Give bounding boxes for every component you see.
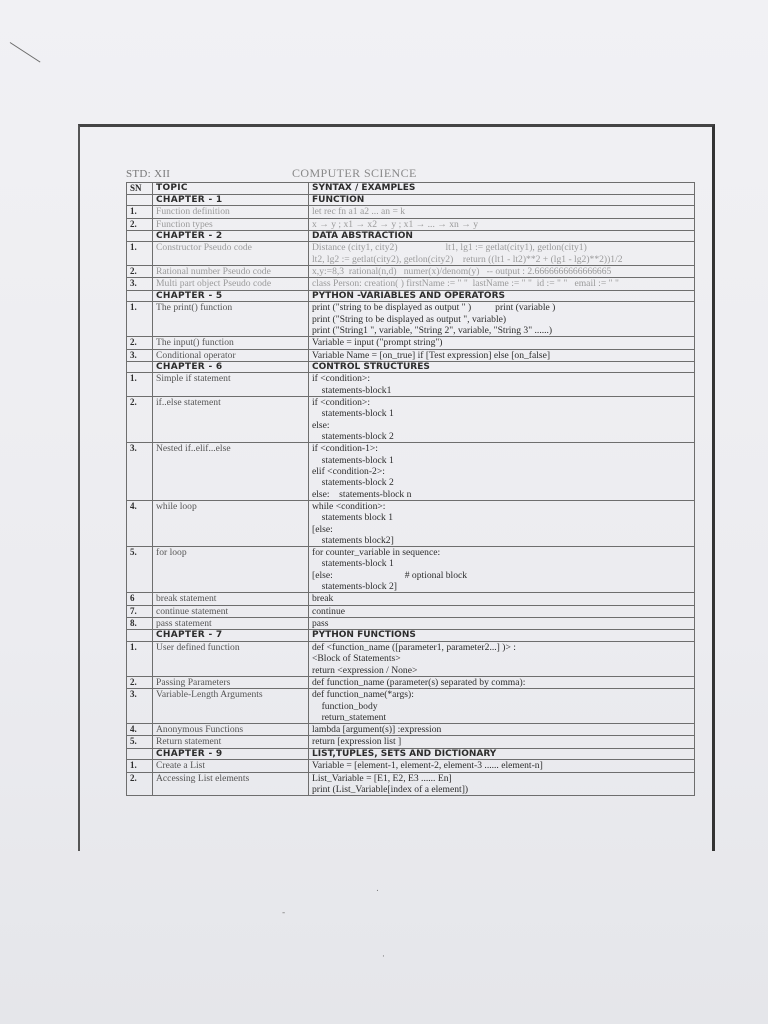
syntax-line: [else: # optional block — [312, 569, 468, 581]
table-row — [127, 618, 695, 630]
syntax-line: <Block of Statements> — [312, 653, 401, 665]
chapter-sn-cell — [127, 230, 153, 242]
topic-cell: Accessing List elements — [153, 772, 309, 796]
syntax-cell — [309, 641, 695, 676]
table-body — [127, 194, 695, 796]
chapter-sn-cell — [127, 361, 153, 373]
chapter-title: PYTHON FUNCTIONS — [309, 630, 695, 642]
syntax-cell — [309, 218, 695, 230]
topic-cell: Return statement — [153, 736, 309, 748]
topic-cell: for loop — [153, 547, 309, 593]
chapter-title: CONTROL STRUCTURES — [309, 361, 695, 373]
topic-cell: Function types — [153, 218, 309, 230]
syntax-line: break — [312, 593, 334, 605]
syntax-cell — [309, 266, 695, 278]
table-row — [127, 736, 695, 748]
serial-number: 5. — [127, 736, 153, 748]
syntax-cell — [309, 349, 695, 361]
serial-number: 4. — [127, 724, 153, 736]
chapter-row — [127, 230, 695, 242]
syntax-line: statements-block 1 — [312, 454, 394, 466]
topic-cell: Rational number Pseudo code — [153, 266, 309, 278]
topic-cell: Anonymous Functions — [153, 724, 309, 736]
syntax-line: let rec fn a1 a2 ... an = k — [312, 206, 406, 218]
syntax-line: else: statements-block n — [312, 488, 412, 500]
topic-cell: The input() function — [153, 337, 309, 349]
syntax-cell — [309, 593, 695, 605]
chapter-label: CHAPTER - 1 — [153, 194, 309, 206]
serial-number: 1. — [127, 206, 153, 218]
serial-number: 2. — [127, 397, 153, 443]
table-row — [127, 760, 695, 772]
syntax-line: lt2, lg2 := getlat(city2), getlon(city2) return ((lt1 - lt2)**2 + (lg1 - lg2)**2))1/2 — [312, 253, 623, 265]
chapter-row — [127, 361, 695, 373]
syntax-cell — [309, 278, 695, 290]
table-row — [127, 547, 695, 593]
syntax-line: pass — [312, 618, 329, 630]
topic-cell: Variable-Length Arguments — [153, 689, 309, 724]
topic-cell: Conditional operator — [153, 349, 309, 361]
syntax-line: print ("String to be displayed as output ", variable) — [312, 313, 507, 325]
syntax-line: if <condition-1>: — [312, 443, 378, 455]
syntax-cell — [309, 760, 695, 772]
table-row — [127, 443, 695, 501]
topic-cell: Create a List — [153, 760, 309, 772]
syntax-line: Variable Name = [on_true] if [Test expression] else [on_false] — [312, 349, 551, 361]
syntax-line: def function_name (parameter(s) separated by comma): — [312, 676, 526, 688]
topic-cell: Passing Parameters — [153, 676, 309, 688]
syntax-cell — [309, 724, 695, 736]
syntax-line: statements block2] — [312, 534, 394, 546]
syntax-line: statements-block1 — [312, 384, 392, 396]
chapter-label: CHAPTER - 7 — [153, 630, 309, 642]
smudge-mark: . — [376, 884, 379, 894]
syntax-line: else: — [312, 419, 330, 431]
chapter-sn-cell — [127, 194, 153, 206]
table-row — [127, 676, 695, 688]
syntax-line: class Person: creation( ) firstName := " " lastName := " " id := " " email := " " — [312, 278, 619, 290]
syntax-cell — [309, 242, 695, 266]
chapter-sn-cell — [127, 290, 153, 302]
topic-cell: break statement — [153, 593, 309, 605]
syntax-cell — [309, 443, 695, 501]
serial-number: 7. — [127, 605, 153, 617]
table-row — [127, 278, 695, 290]
table-row — [127, 689, 695, 724]
syntax-cell — [309, 618, 695, 630]
table-row — [127, 772, 695, 796]
serial-number: 2. — [127, 676, 153, 688]
table-row — [127, 206, 695, 218]
table-row — [127, 242, 695, 266]
chapter-title: DATA ABSTRACTION — [309, 230, 695, 242]
syntax-line: for counter_variable in sequence: — [312, 547, 441, 559]
topic-cell: pass statement — [153, 618, 309, 630]
serial-number: 2. — [127, 266, 153, 278]
chapter-row — [127, 290, 695, 302]
syntax-line: statements block 1 — [312, 512, 393, 524]
syntax-line: def <function_name ([parameter1, parameter2...] )> : — [312, 641, 516, 653]
syntax-line: x,y:=8,3 rational(n,d) numer(x)/denom(y) -- output : 2.6666666666666665 — [312, 266, 612, 278]
syntax-line: Variable = input ("prompt string") — [312, 337, 443, 349]
syntax-cell — [309, 500, 695, 546]
syntax-cell — [309, 676, 695, 688]
syntax-cell — [309, 772, 695, 796]
subject-title: COMPUTER SCIENCE — [292, 166, 417, 180]
syntax-line: while <condition>: — [312, 500, 386, 512]
topic-cell: Function definition — [153, 206, 309, 218]
topic-cell: Constructor Pseudo code — [153, 242, 309, 266]
smudge-mark: - — [282, 908, 286, 918]
syntax-cell — [309, 736, 695, 748]
serial-number: 2. — [127, 337, 153, 349]
syntax-cell — [309, 206, 695, 218]
topic-cell: Simple if statement — [153, 373, 309, 397]
syntax-line: statements-block 2 — [312, 477, 394, 489]
serial-number: 6 — [127, 593, 153, 605]
serial-number: 1. — [127, 373, 153, 397]
syntax-line: continue — [312, 605, 346, 617]
syntax-line: [else: — [312, 523, 333, 535]
syntax-line: Variable = [element-1, element-2, element-3 ...... element-n] — [312, 760, 543, 772]
chapter-label: CHAPTER - 2 — [153, 230, 309, 242]
chapter-sn-cell — [127, 748, 153, 760]
standard-label: STD: XII — [126, 168, 171, 180]
syntax-line: if <condition>: — [312, 397, 370, 409]
table-header-row — [127, 183, 695, 195]
syntax-cell — [309, 547, 695, 593]
serial-number: 1. — [127, 242, 153, 266]
topic-cell: Nested if..elif...else — [153, 443, 309, 501]
chapter-label: CHAPTER - 6 — [153, 361, 309, 373]
topic-cell: continue statement — [153, 605, 309, 617]
smudge-mark: · — [382, 952, 385, 962]
topic-cell: The print() function — [153, 302, 309, 337]
table-row — [127, 641, 695, 676]
syntax-line: return [expression list ] — [312, 736, 402, 748]
syntax-line: return_statement — [312, 711, 387, 723]
serial-number: 1. — [127, 760, 153, 772]
chapter-row — [127, 630, 695, 642]
column-header-topic: TOPIC — [153, 183, 309, 195]
topic-cell: while loop — [153, 500, 309, 546]
syntax-document — [126, 166, 694, 796]
table-row — [127, 266, 695, 278]
column-header-syntax: SYNTAX / EXAMPLES — [309, 183, 695, 195]
serial-number: 1. — [127, 641, 153, 676]
chapter-title: LIST,TUPLES, SETS AND DICTIONARY — [309, 748, 695, 760]
syntax-table — [126, 182, 695, 796]
syntax-cell — [309, 373, 695, 397]
chapter-row — [127, 748, 695, 760]
serial-number: 3. — [127, 278, 153, 290]
table-row — [127, 337, 695, 349]
syntax-line: lambda [argument(s)] :expression — [312, 724, 442, 736]
serial-number: 3. — [127, 689, 153, 724]
syntax-cell — [309, 689, 695, 724]
syntax-line: if <condition>: — [312, 373, 370, 385]
table-row — [127, 349, 695, 361]
syntax-line: print (List_Variable[index of a element]) — [312, 784, 469, 796]
serial-number: 2. — [127, 218, 153, 230]
column-header-sn: SN — [127, 183, 153, 195]
chapter-title: PYTHON -VARIABLES AND OPERATORS — [309, 290, 695, 302]
chapter-sn-cell — [127, 630, 153, 642]
syntax-line: statements-block 2 — [312, 431, 394, 443]
serial-number: 3. — [127, 443, 153, 501]
serial-number: 4. — [127, 500, 153, 546]
serial-number: 1. — [127, 302, 153, 337]
chapter-title: FUNCTION — [309, 194, 695, 206]
syntax-line: def function_name(*args): — [312, 689, 414, 701]
syntax-cell — [309, 302, 695, 337]
table-row — [127, 373, 695, 397]
table-row — [127, 605, 695, 617]
syntax-cell — [309, 605, 695, 617]
syntax-line: return <expression / None> — [312, 664, 418, 676]
table-row — [127, 500, 695, 546]
syntax-line: statements-block 1 — [312, 558, 394, 570]
table-row — [127, 302, 695, 337]
serial-number: 5. — [127, 547, 153, 593]
serial-number: 3. — [127, 349, 153, 361]
syntax-line: print ("string to be displayed as output " ) print (variable ) — [312, 302, 556, 314]
serial-number: 8. — [127, 618, 153, 630]
syntax-line: x → y ; x1 → x2 → y ; x1 → ... → xn → y — [312, 218, 479, 230]
syntax-line: Distance (city1, city2) lt1, lg1 := getlat(city1), getlon(city1) — [312, 242, 587, 254]
syntax-line: function_body — [312, 700, 378, 712]
serial-number: 2. — [127, 772, 153, 796]
table-row — [127, 724, 695, 736]
syntax-line: List_Variable = [E1, E2, E3 ...... En] — [312, 772, 452, 784]
syntax-line: statements-block 2] — [312, 581, 397, 593]
topic-cell: User defined function — [153, 641, 309, 676]
table-row — [127, 397, 695, 443]
table-row — [127, 218, 695, 230]
syntax-line: elif <condition-2>: — [312, 465, 385, 477]
chapter-label: CHAPTER - 9 — [153, 748, 309, 760]
topic-cell: Multi part object Pseudo code — [153, 278, 309, 290]
table-row — [127, 593, 695, 605]
chapter-label: CHAPTER - 5 — [153, 290, 309, 302]
syntax-cell — [309, 397, 695, 443]
topic-cell: if..else statement — [153, 397, 309, 443]
syntax-cell — [309, 337, 695, 349]
syntax-line: print ("String1 ", variable, "String 2", variable, "String 3" ......) — [312, 324, 553, 336]
document-header — [126, 166, 694, 182]
syntax-line: statements-block 1 — [312, 408, 394, 420]
chapter-row — [127, 194, 695, 206]
